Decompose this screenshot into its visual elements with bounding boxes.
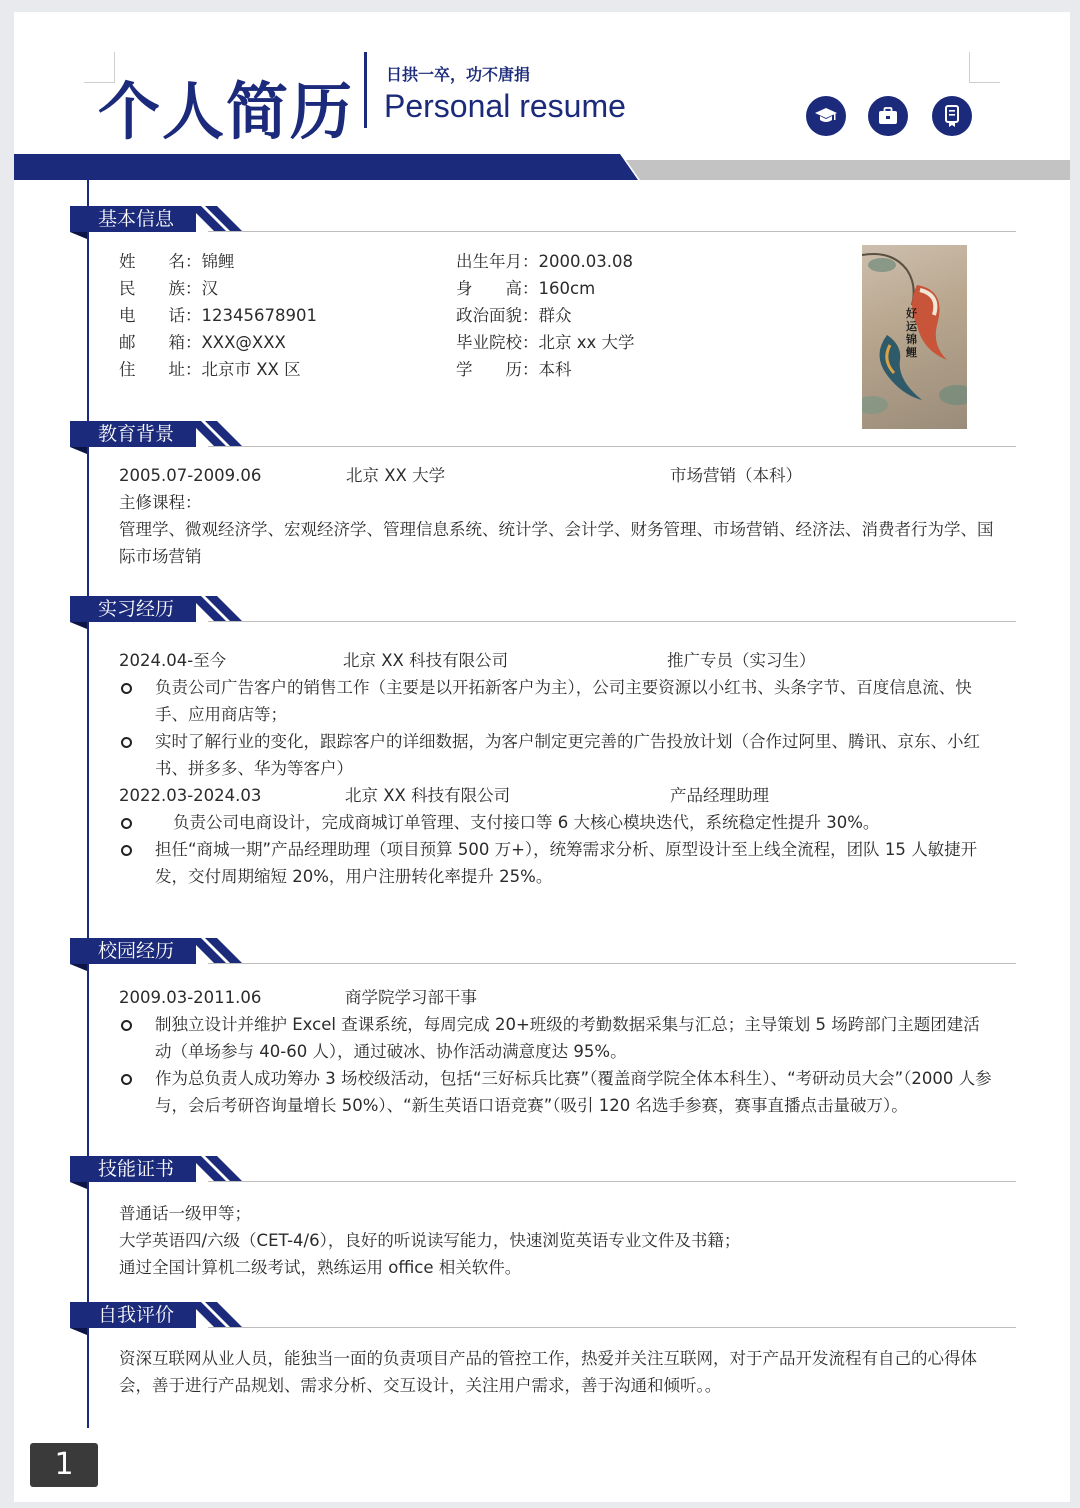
section-title: 技能证书 (70, 1156, 196, 1182)
graduation-cap-icon (806, 96, 846, 136)
campus-role: 商学院学习部干事 (345, 988, 477, 1007)
section-heading-education (70, 417, 1016, 457)
edu-period: 2005.07-2009.06 (119, 466, 262, 485)
self-evaluation: 资深互联网从业人员，能独当一面的负责项目产品的管控工作，热爱并关注互联网，对于产品开发流程有自己的心得体会，善于进行产品规划、需求分析、交互设计，关注用户需求，善于沟通和倾听。。 (119, 1349, 977, 1395)
skill-line: 普通话一级甲等； (119, 1204, 251, 1223)
skill-line: 大学英语四/六级（CET-4/6），良好的听说读写能力，快速浏览英语专业文件及书籍； (119, 1231, 741, 1250)
header-band (14, 154, 638, 180)
info-row: 电 话：12345678901 (119, 306, 317, 325)
bullet-icon (121, 683, 132, 694)
certificate-icon (932, 96, 972, 136)
edu-courses-label: 主修课程： (119, 493, 202, 512)
crop-mark (969, 52, 1000, 83)
info-row: 姓 名：锦鲤 (119, 252, 235, 271)
campus-period: 2009.03-2011.06 (119, 988, 262, 1007)
job-role: 推广专员（实习生） (667, 651, 816, 670)
bullet-icon (121, 1074, 132, 1085)
section-heading-internship (70, 592, 1016, 632)
briefcase-icon (868, 96, 908, 136)
section-title: 实习经历 (70, 596, 196, 622)
bullet-icon (121, 1020, 132, 1031)
bullet-icon (121, 737, 132, 748)
job-company: 北京 XX 科技有限公司 (343, 651, 509, 670)
section-title: 基本信息 (70, 206, 196, 232)
edu-courses: 管理学、微观经济学、宏观经济学、管理信息系统、统计学、会计学、财务管理、市场营销、经济法、消费者行为学、国际市场营销 (119, 520, 994, 566)
job-role: 产品经理助理 (670, 786, 769, 805)
edu-school: 北京 XX 大学 (346, 466, 446, 485)
resume-page (14, 12, 1070, 1502)
info-row: 毕业院校：北京 xx 大学 (456, 333, 635, 352)
bullet-icon (121, 845, 132, 856)
section-title: 教育背景 (70, 421, 196, 447)
campus-bullet: 作为总负责人成功筹办 3 场校级活动，包括“三好标兵比赛”（覆盖商学院全体本科生）、“考研动员大会”（2000 人参与，会后考研咨询量增长 50%）、“新生英语口语竞赛”（吸引 120 名选手参赛，赛事直播点击量破万）。 (155, 1069, 992, 1115)
page-title: 个人简历 (98, 75, 355, 148)
section-heading-skills (70, 1152, 1016, 1192)
section-heading-basic (70, 202, 1016, 242)
job-company: 北京 XX 科技有限公司 (345, 786, 511, 805)
header-band-gray (626, 160, 1070, 180)
page-number-badge: 1 (30, 1443, 98, 1487)
job-period: 2024.04-至今 (119, 651, 227, 670)
info-row: 身 高：160cm (456, 279, 596, 298)
section-heading-self (70, 1298, 1016, 1338)
job-bullet: 担任“商城一期”产品经理助理（项目预算 500 万+），统筹需求分析、原型设计至上线全流程，团队 15 人敏捷开发，交付周期缩短 20%，用户注册转化率提升 25%。 (155, 840, 978, 886)
bullet-icon (121, 818, 132, 829)
info-row: 邮 箱：XXX@XXX (119, 333, 286, 352)
job-bullet: 实时了解行业的变化，跟踪客户的详细数据，为客户制定更完善的广告投放计划（合作过阿里、腾讯、京东、小红书、拼多多、华为等客户） (155, 732, 980, 778)
title-divider (364, 52, 367, 128)
info-row: 出生年月：2000.03.08 (456, 252, 633, 271)
photo-caption: 好运锦鲤 (906, 307, 917, 359)
section-heading-campus (70, 934, 1016, 974)
skill-line: 通过全国计算机二级考试，熟练运用 office 相关软件。 (119, 1258, 522, 1277)
page-subtitle: Personal resume (384, 88, 626, 124)
job-bullet: 负责公司广告客户的销售工作（主要是以开拓新客户为主），公司主要资源以小红书、头条字节、百度信息流、快手、应用商店等； (155, 678, 972, 724)
info-row: 学 历：本科 (456, 360, 572, 379)
timeline-line (87, 180, 89, 1428)
section-title: 校园经历 (70, 938, 196, 964)
info-row: 民 族：汉 (119, 279, 218, 298)
campus-bullet: 制独立设计并维护 Excel 查课系统，每周完成 20+班级的考勤数据采集与汇总；主导策划 5 场跨部门主题团建活动（单场参与 40-60 人），通过破冰、协作活动满意度达 95%。 (155, 1015, 980, 1061)
info-row: 政治面貌：群众 (456, 306, 572, 325)
motto: 日拱一卒，功不唐捐 (386, 65, 531, 84)
job-period: 2022.03-2024.03 (119, 786, 262, 805)
job-bullet: 负责公司电商设计，完成商城订单管理、支付接口等 6 大核心模块迭代，系统稳定性提升 30%。 (173, 813, 880, 832)
profile-photo (862, 245, 967, 429)
info-row: 住 址：北京市 XX 区 (119, 360, 301, 379)
edu-major: 市场营销（本科） (670, 466, 802, 485)
section-title: 自我评价 (70, 1302, 196, 1328)
